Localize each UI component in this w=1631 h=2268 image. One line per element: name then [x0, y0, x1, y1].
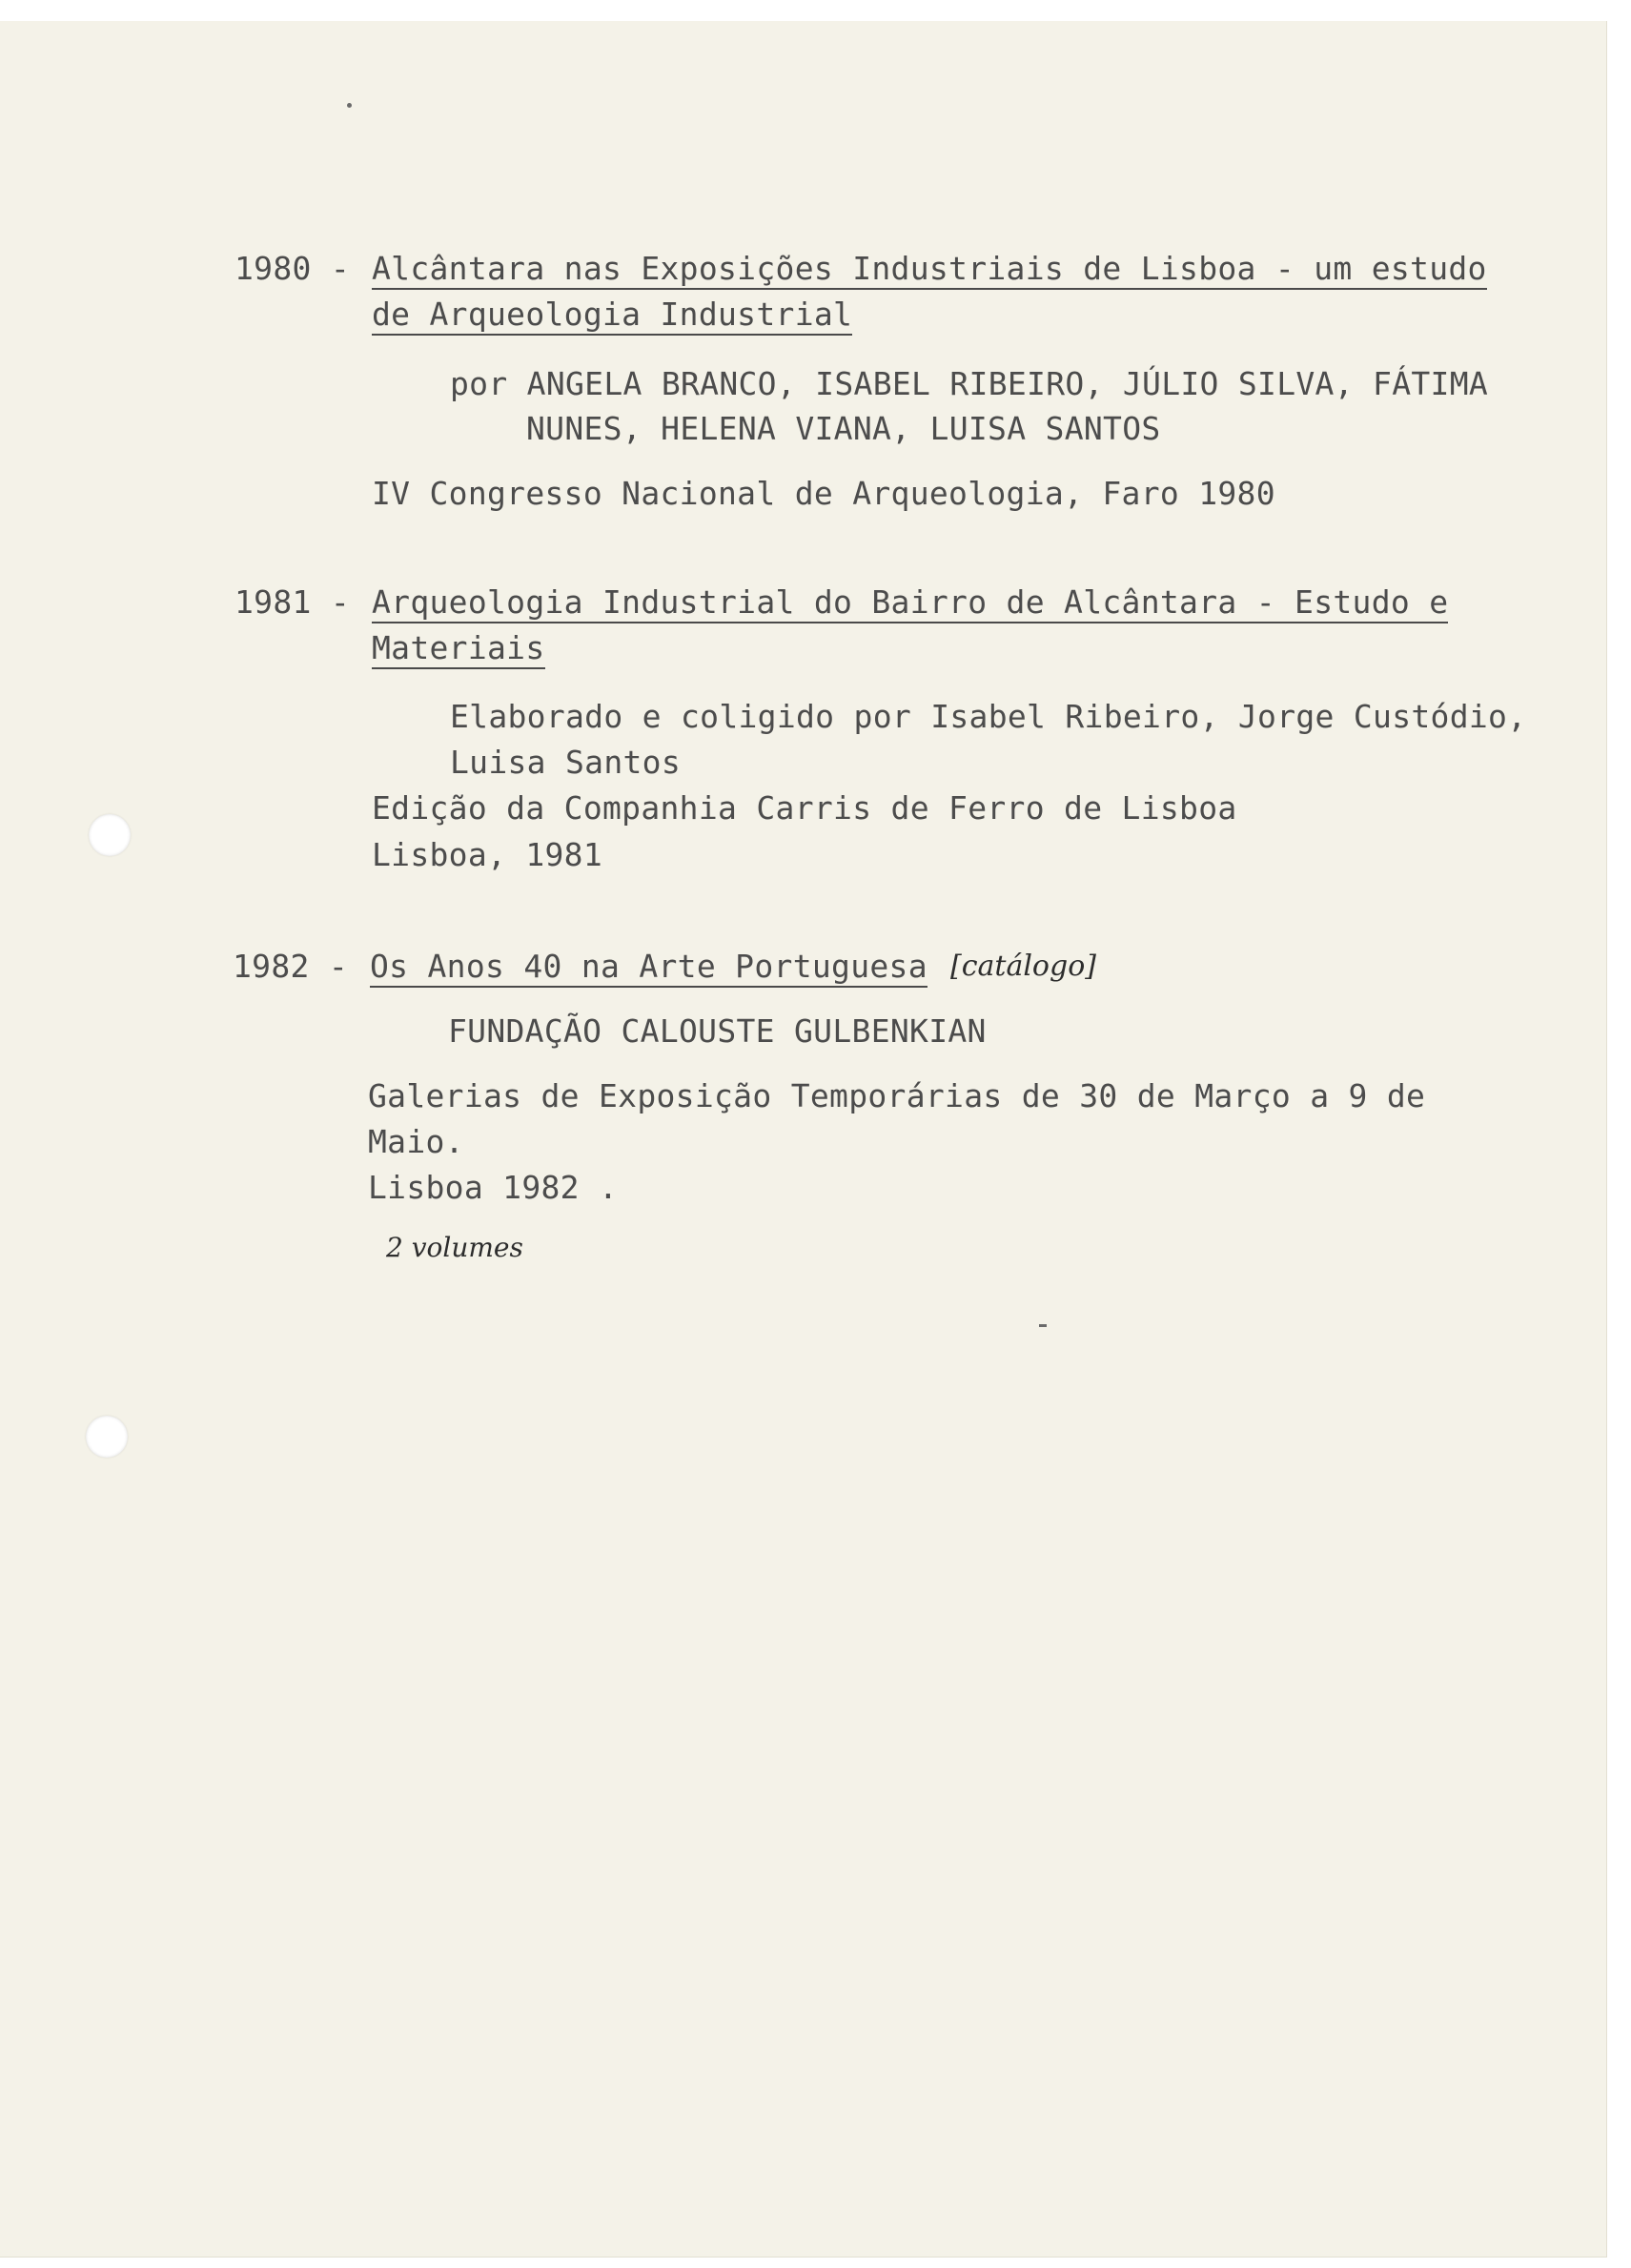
entry-1981-title-line2: Materiais [372, 629, 545, 666]
entry-1980-title-line2: de Arqueologia Industrial [372, 296, 852, 333]
entry-1981-title-line1: Arqueologia Industrial do Bairro de Alcântara - Estudo e [372, 583, 1448, 621]
ink-speck [1039, 1324, 1047, 1327]
entry-1981-authors-line1: Elaborado e coligido por Isabel Ribeiro, Jorge Custódio, [450, 698, 1527, 735]
entry-1982-year: 1982 - [233, 948, 349, 985]
entry-1982-place: Lisboa 1982 . [368, 1169, 619, 1206]
punch-hole-bottom [86, 1416, 128, 1458]
handwritten-annotation-catalogo: [catálogo] [950, 950, 1096, 983]
entry-1982-details-line2: Maio. [368, 1123, 464, 1160]
document-page [0, 21, 1607, 2258]
entry-1981-place: Lisboa, 1981 [372, 836, 603, 873]
entry-1980-year: 1980 - [234, 250, 351, 287]
entry-1980-authors-line2: NUNES, HELENA VIANA, LUISA SANTOS [526, 410, 1161, 447]
punch-hole-top [89, 814, 131, 856]
entry-1982-details-line1: Galerias de Exposição Temporárias de 30 de Março a 9 de [368, 1077, 1426, 1114]
entry-1980-source: IV Congresso Nacional de Arqueologia, Faro 1980 [372, 475, 1275, 512]
entry-1980-authors-line1: por ANGELA BRANCO, ISABEL RIBEIRO, JÚLIO SILVA, FÁTIMA [450, 365, 1489, 402]
entry-1980-title-line1: Alcântara nas Exposições Industriais de Lisboa - um estudo [372, 250, 1487, 287]
entry-1982-title: Os Anos 40 na Arte Portuguesa [370, 948, 928, 985]
ink-speck [347, 103, 352, 108]
entry-1981-year: 1981 - [234, 583, 351, 621]
handwritten-note-volumes: 2 volumes [386, 1232, 523, 1263]
entry-1981-authors-line2: Luisa Santos [450, 744, 682, 781]
entry-1981-edition: Edição da Companhia Carris de Ferro de Lisboa [372, 789, 1237, 827]
entry-1982-publisher: FUNDAÇÃO CALOUSTE GULBENKIAN [448, 1012, 987, 1050]
